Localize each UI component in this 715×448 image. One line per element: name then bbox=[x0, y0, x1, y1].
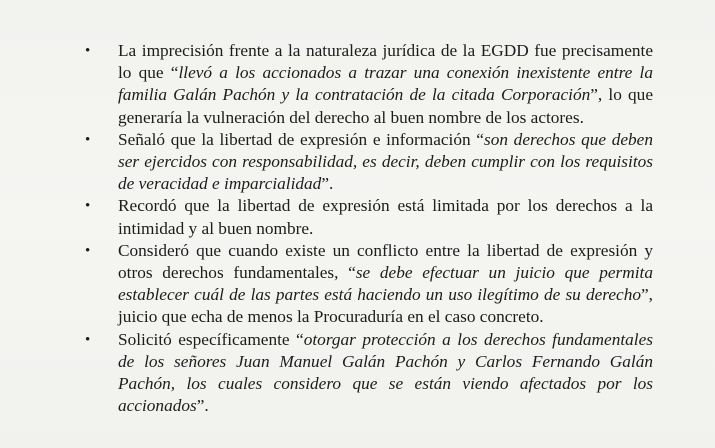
bullet-text-segment: Consideró que cuando existe un conflicto entre la libertad de expresión y otros derechos fundamentales, “ bbox=[118, 240, 653, 283]
bullet-text-segment: ”, lo que generaría la vulneración del derecho al buen nombre de los actores. bbox=[118, 85, 653, 127]
bullet-quote-segment: otorgar protección a los derechos fundamentales de los señores Juan Manuel Galán Pachón y Carlos Fernando Galán Pachón, los cuales considero que se están viendo afectados por los accionados bbox=[118, 329, 653, 416]
bullet-list bbox=[85, 40, 653, 417]
bullet-quote-segment: son derechos que deben ser ejercidos con responsabilidad, es decir, deben cumplir con los requisitos de veracidad e imparcialidad bbox=[118, 129, 653, 194]
bullet-quote-segment: llevó a los accionados a trazar una conexión inexistente entre la familia Galán Pachón y la contratación de la citada Corporación bbox=[118, 63, 653, 105]
bullet-text-segment: Señaló que la libertad de expresión e información “ bbox=[118, 129, 484, 149]
bullet-text-segment: Recordó que la libertad de expresión está limitada por los derechos a la intimidad y al buen nombre. bbox=[118, 196, 653, 238]
bullet-icon: • bbox=[85, 331, 91, 348]
bullet-item bbox=[85, 240, 653, 329]
bullet-text-segment: ”, juicio que echa de menos la Procuraduría en el caso concreto. bbox=[118, 285, 653, 327]
bullet-item bbox=[85, 329, 653, 418]
bullet-item bbox=[85, 40, 653, 129]
bullet-icon: • bbox=[85, 242, 91, 259]
bullet-text-segment: La imprecisión frente a la naturaleza jurídica de la EGDD fue precisamente lo que “ bbox=[118, 41, 653, 83]
bullet-text-segment: ”. bbox=[321, 174, 334, 194]
bullet-icon: • bbox=[85, 131, 91, 148]
bullet-icon: • bbox=[85, 198, 91, 215]
bullet-text-segment: Solicitó específicamente “ bbox=[118, 329, 304, 349]
bullet-item bbox=[85, 129, 653, 196]
bullet-item bbox=[85, 195, 653, 239]
bullet-quote-segment: se debe efectuar un juicio que permita establecer cuál de las partes está haciendo un uso ilegítimo de su derecho bbox=[118, 263, 653, 305]
bullet-icon: • bbox=[85, 43, 91, 59]
bullet-text-segment: ”. bbox=[196, 396, 209, 416]
